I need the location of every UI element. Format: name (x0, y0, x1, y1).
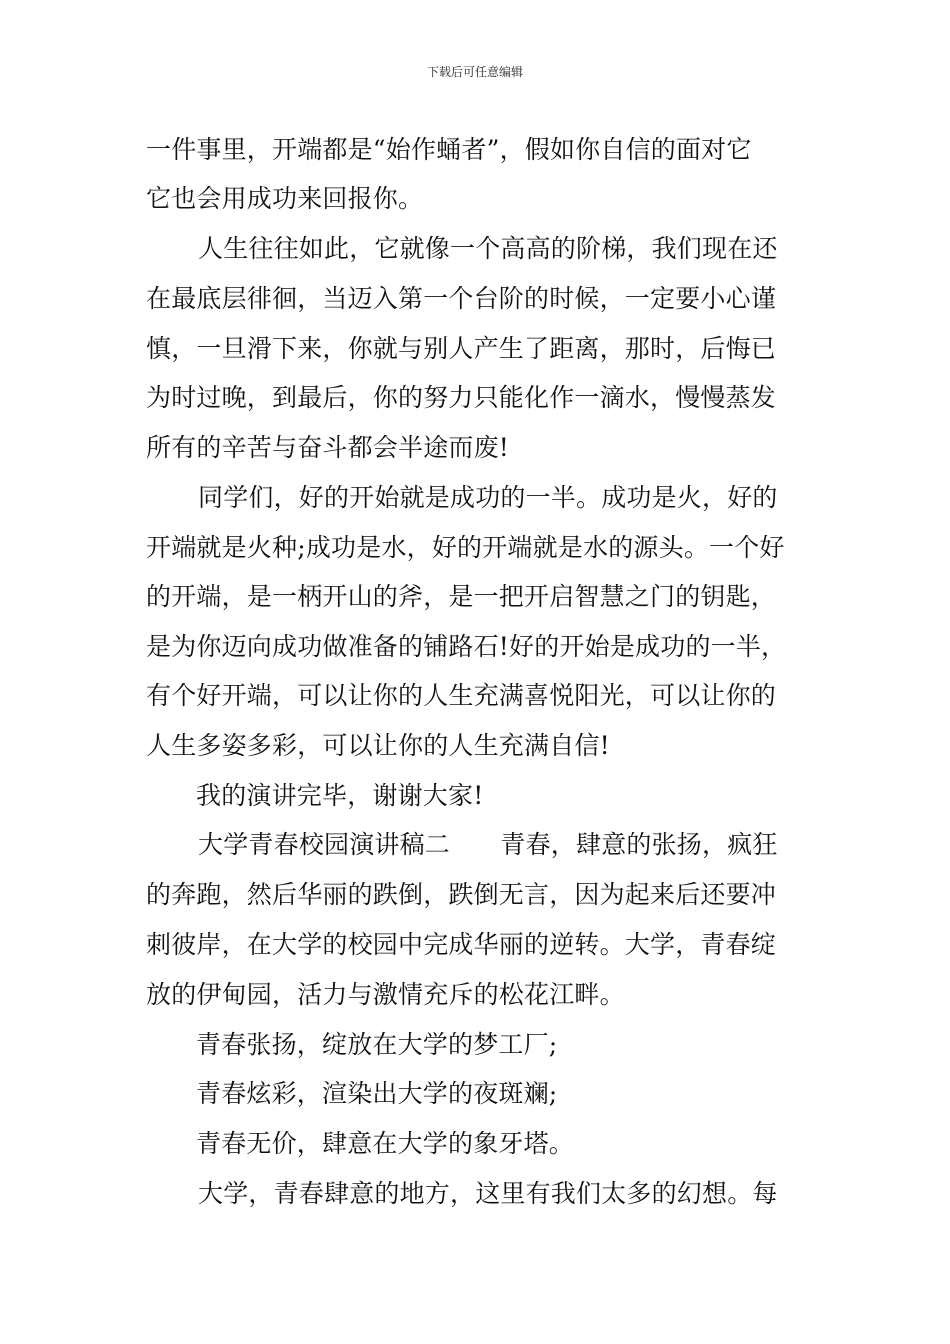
text-line-13: 人生多姿多彩，可以让你的人生充满自信! (146, 731, 610, 760)
text-line-7: 所有的辛苦与奋斗都会半途而废! (146, 433, 510, 462)
text-line-8: 同学们，好的开始就是成功的一半。成功是火，好的 (198, 483, 778, 512)
text-line-14: 我的演讲完毕，谢谢大家! (196, 781, 484, 810)
text-line-20: 青春炫彩，渲染出大学的夜斑斓; (196, 1079, 558, 1108)
text-line-22: 大学，青春肆意的地方，这里有我们太多的幻想。每 (198, 1179, 778, 1208)
text-line-11: 是为你迈向成功做准备的铺路石!好的开始是成功的一半， (146, 632, 787, 661)
page-header: 下载后可任意编辑 (426, 65, 523, 79)
text-line-17: 刺彼岸，在大学的校园中完成华丽的逆转。大学，青春绽 (146, 930, 777, 959)
text-line-10: 的开端，是一柄开山的斧，是一把开启智慧之门的钥匙， (146, 582, 777, 611)
text-line-19: 青春张扬，绽放在大学的梦工厂; (196, 1030, 558, 1059)
text-line-12: 有个好开端，可以让你的人生充满喜悦阳光，可以让你的 (146, 681, 777, 710)
text-line-3: 人生往往如此，它就像一个高高的阶梯，我们现在还 (198, 234, 778, 263)
text-line-9: 开端就是火种;成功是水，好的开端就是水的源头。一个好 (146, 533, 785, 562)
text-line-18: 放的伊甸园，活力与激情充斥的松花江畔。 (146, 980, 625, 1009)
text-line-5: 慎，一旦滑下来，你就与别人产生了距离，那时，后悔已 (146, 334, 777, 363)
text-line-16: 的奔跑，然后华丽的跌倒，跌倒无言，因为起来后还要冲 (146, 880, 777, 909)
text-line-1: 一件事里，开端都是“始作蛹者”，假如你自信的面对它 (146, 135, 752, 164)
text-line-6: 为时过晚，到最后，你的努力只能化作一滴水，慢慢蒸发 (146, 383, 777, 412)
text-line-2: 它也会用成功来回报你。 (146, 184, 424, 213)
text-line-15: 大学青春校园演讲稿二 青春，肆意的张扬，疯狂 (198, 830, 778, 859)
text-line-21: 青春无价，肆意在大学的象牙塔。 (196, 1129, 575, 1158)
text-line-4: 在最底层徘徊，当迈入第一个台阶的时候，一定要小心谨 (146, 284, 777, 313)
